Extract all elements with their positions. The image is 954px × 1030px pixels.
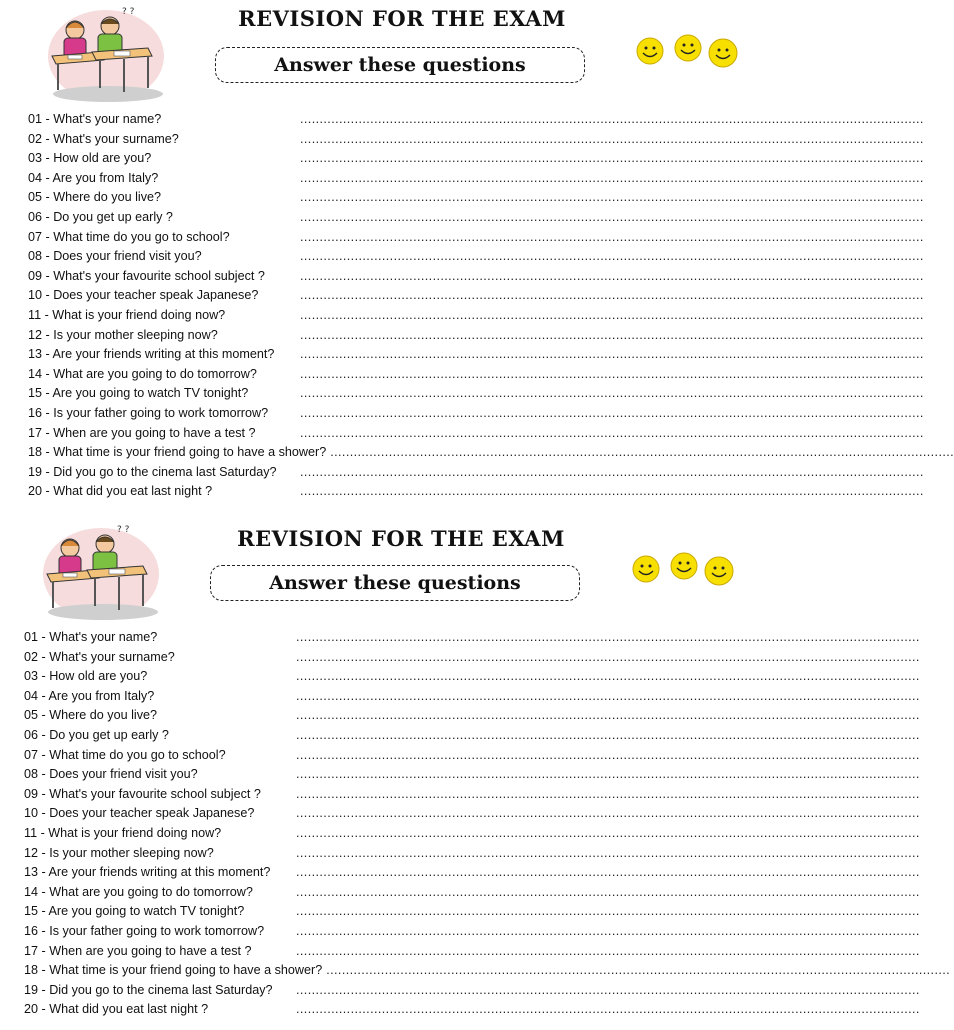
question-row <box>24 649 920 670</box>
question-row <box>28 288 924 308</box>
answer-line[interactable]: ................................................................................................................................................................ <box>296 649 920 664</box>
answer-line[interactable]: ................................................................................................................................................................ <box>300 209 924 224</box>
svg-text:? ?: ? ? <box>117 525 130 535</box>
answer-line[interactable]: ................................................................................................................................................................ <box>330 445 954 460</box>
question-text: 06 - Do you get up early ? <box>24 727 169 742</box>
question-text: 04 - Are you from Italy? <box>28 170 159 185</box>
question-text: 03 - How old are you? <box>28 151 152 166</box>
answer-line[interactable]: ................................................................................................................................................................ <box>296 727 920 742</box>
answer-line[interactable]: ................................................................................................................................................................ <box>296 669 920 684</box>
question-text: 19 - Did you go to the cinema last Saturday? <box>28 464 277 479</box>
question-text: 17 - When are you going to have a test ? <box>24 943 252 958</box>
worksheet-title: REVISION FOR THE EXAM <box>237 526 565 551</box>
question-text: 13 - Are your friends writing at this moment? <box>28 347 275 362</box>
answer-line[interactable]: ................................................................................................................................................................ <box>300 268 924 283</box>
instruction-text: Answer these questions <box>274 54 526 76</box>
question-row <box>28 405 924 426</box>
answer-line[interactable]: ................................................................................................................................................................ <box>300 151 924 166</box>
answer-line[interactable]: ................................................................................................................................................................ <box>300 249 924 264</box>
question-text: 03 - How old are you? <box>24 669 148 684</box>
question-text: 14 - What are you going to do tomorrow? <box>28 366 257 381</box>
answer-line[interactable]: ................................................................................................................................................................ <box>296 865 920 880</box>
answer-line[interactable]: ................................................................................................................................................................ <box>300 112 924 126</box>
question-text: 02 - What's your surname? <box>28 131 179 146</box>
question-row <box>28 464 924 485</box>
question-text: 14 - What are you going to do tomorrow? <box>24 884 253 899</box>
answer-line[interactable]: ................................................................................................................................................................ <box>296 982 920 997</box>
svg-text:? ?: ? ? <box>122 7 135 17</box>
question-row <box>24 904 920 924</box>
question-text: 20 - What did you eat last night ? <box>24 1002 209 1017</box>
question-row <box>28 209 924 230</box>
question-list <box>24 630 951 1022</box>
instruction-box <box>210 565 580 601</box>
answer-line[interactable]: ................................................................................................................................................................ <box>326 963 951 978</box>
question-text: 15 - Are you going to watch TV tonight? <box>24 904 245 919</box>
question-text: 19 - Did you go to the cinema last Saturday? <box>24 982 273 997</box>
worksheet-title: REVISION FOR THE EXAM <box>238 6 566 31</box>
question-text: 10 - Does your teacher speak Japanese? <box>24 806 255 821</box>
question-row <box>24 669 920 689</box>
question-row <box>28 445 954 465</box>
answer-line[interactable]: ................................................................................................................................................................ <box>296 688 920 703</box>
question-row <box>24 943 920 964</box>
answer-line[interactable]: ................................................................................................................................................................ <box>296 806 920 821</box>
question-row <box>24 806 920 826</box>
answer-line[interactable]: ................................................................................................................................................................ <box>296 904 920 919</box>
question-row <box>28 347 924 367</box>
smiley-faces-icon <box>630 32 745 72</box>
question-row <box>24 963 951 983</box>
question-row <box>24 747 920 768</box>
question-text: 10 - Does your teacher speak Japanese? <box>28 288 259 303</box>
question-row <box>28 327 924 348</box>
answer-line[interactable]: ................................................................................................................................................................ <box>300 347 924 362</box>
answer-line[interactable]: ................................................................................................................................................................ <box>296 943 920 958</box>
question-row <box>28 170 924 191</box>
answer-line[interactable]: ................................................................................................................................................................ <box>296 825 920 840</box>
smiley-faces-icon <box>626 550 741 590</box>
answer-line[interactable]: ................................................................................................................................................................ <box>300 327 924 342</box>
answer-line[interactable]: ................................................................................................................................................................ <box>300 131 924 146</box>
answer-line[interactable]: ................................................................................................................................................................ <box>300 405 924 420</box>
question-row <box>24 825 920 846</box>
question-list <box>28 112 954 504</box>
question-row <box>24 865 920 885</box>
question-text: 01 - What's your name? <box>28 112 162 126</box>
question-row <box>24 727 920 748</box>
answer-line[interactable]: ................................................................................................................................................................ <box>300 170 924 185</box>
answer-line[interactable]: ................................................................................................................................................................ <box>296 747 920 762</box>
question-text: 04 - Are you from Italy? <box>24 688 155 703</box>
question-row <box>28 268 924 289</box>
question-text: 15 - Are you going to watch TV tonight? <box>28 386 249 401</box>
question-text: 17 - When are you going to have a test ? <box>28 425 256 440</box>
question-text: 11 - What is your friend doing now? <box>28 307 226 322</box>
answer-line[interactable]: ................................................................................................................................................................ <box>300 464 924 479</box>
question-text: 16 - Is your father going to work tomorrow? <box>28 405 269 420</box>
answer-line[interactable]: ................................................................................................................................................................ <box>300 366 924 381</box>
worksheet-bottom <box>0 518 951 1030</box>
question-row <box>28 366 924 387</box>
answer-line[interactable]: ................................................................................................................................................................ <box>296 845 920 860</box>
question-row <box>28 386 924 406</box>
question-row <box>24 923 920 944</box>
question-text: 12 - Is your mother sleeping now? <box>24 845 214 860</box>
question-text: 09 - What's your favourite school subject ? <box>28 268 265 283</box>
question-row <box>24 767 920 787</box>
question-text: 11 - What is your friend doing now? <box>24 825 222 840</box>
question-row <box>24 786 920 807</box>
question-text: 18 - What time is your friend going to have a shower? <box>24 963 323 978</box>
question-text: 16 - Is your father going to work tomorrow? <box>24 923 265 938</box>
question-text: 09 - What's your favourite school subject ? <box>24 786 261 801</box>
question-text: 08 - Does your friend visit you? <box>24 767 198 782</box>
answer-line[interactable]: ................................................................................................................................................................ <box>300 425 924 440</box>
question-row <box>28 112 924 132</box>
answer-line[interactable]: ................................................................................................................................................................ <box>296 786 920 801</box>
answer-line[interactable]: ................................................................................................................................................................ <box>300 229 924 244</box>
question-row <box>28 307 924 328</box>
answer-line[interactable]: ................................................................................................................................................................ <box>296 767 920 782</box>
question-row <box>28 151 924 171</box>
question-row <box>28 484 924 504</box>
answer-line[interactable]: ................................................................................................................................................................ <box>296 923 920 938</box>
question-row <box>28 425 924 446</box>
question-row <box>28 131 924 152</box>
question-row <box>24 630 920 650</box>
question-text: 05 - Where do you live? <box>24 708 158 723</box>
question-row <box>24 1002 920 1022</box>
question-text: 07 - What time do you go to school? <box>24 747 226 762</box>
instruction-box <box>215 47 585 83</box>
question-text: 05 - Where do you live? <box>28 190 162 205</box>
answer-line[interactable]: ................................................................................................................................................................ <box>300 190 924 205</box>
question-text: 20 - What did you eat last night ? <box>28 484 213 499</box>
question-row <box>24 688 920 709</box>
answer-line[interactable]: ................................................................................................................................................................ <box>300 288 924 303</box>
answer-line[interactable]: ................................................................................................................................................................ <box>300 307 924 322</box>
instruction-text: Answer these questions <box>269 572 521 594</box>
question-row <box>24 845 920 866</box>
worksheet-top <box>0 0 954 512</box>
answer-line[interactable]: ................................................................................................................................................................ <box>296 884 920 899</box>
question-text: 06 - Do you get up early ? <box>28 209 173 224</box>
question-text: 08 - Does your friend visit you? <box>28 249 202 264</box>
question-text: 02 - What's your surname? <box>24 649 175 664</box>
question-row <box>28 229 924 250</box>
answer-line[interactable]: ................................................................................................................................................................ <box>300 484 924 499</box>
answer-line[interactable]: ................................................................................................................................................................ <box>296 1002 920 1017</box>
answer-line[interactable]: ................................................................................................................................................................ <box>296 630 920 644</box>
question-row <box>28 190 924 210</box>
answer-line[interactable]: ................................................................................................................................................................ <box>296 708 920 723</box>
answer-line[interactable]: ................................................................................................................................................................ <box>300 386 924 401</box>
question-row <box>28 249 924 269</box>
question-text: 18 - What time is your friend going to have a shower? <box>28 445 327 460</box>
question-text: 07 - What time do you go to school? <box>28 229 230 244</box>
question-row <box>24 708 920 728</box>
question-text: 13 - Are your friends writing at this moment? <box>24 865 271 880</box>
question-text: 01 - What's your name? <box>24 630 158 644</box>
question-row <box>24 982 920 1003</box>
question-row <box>24 884 920 905</box>
question-text: 12 - Is your mother sleeping now? <box>28 327 218 342</box>
